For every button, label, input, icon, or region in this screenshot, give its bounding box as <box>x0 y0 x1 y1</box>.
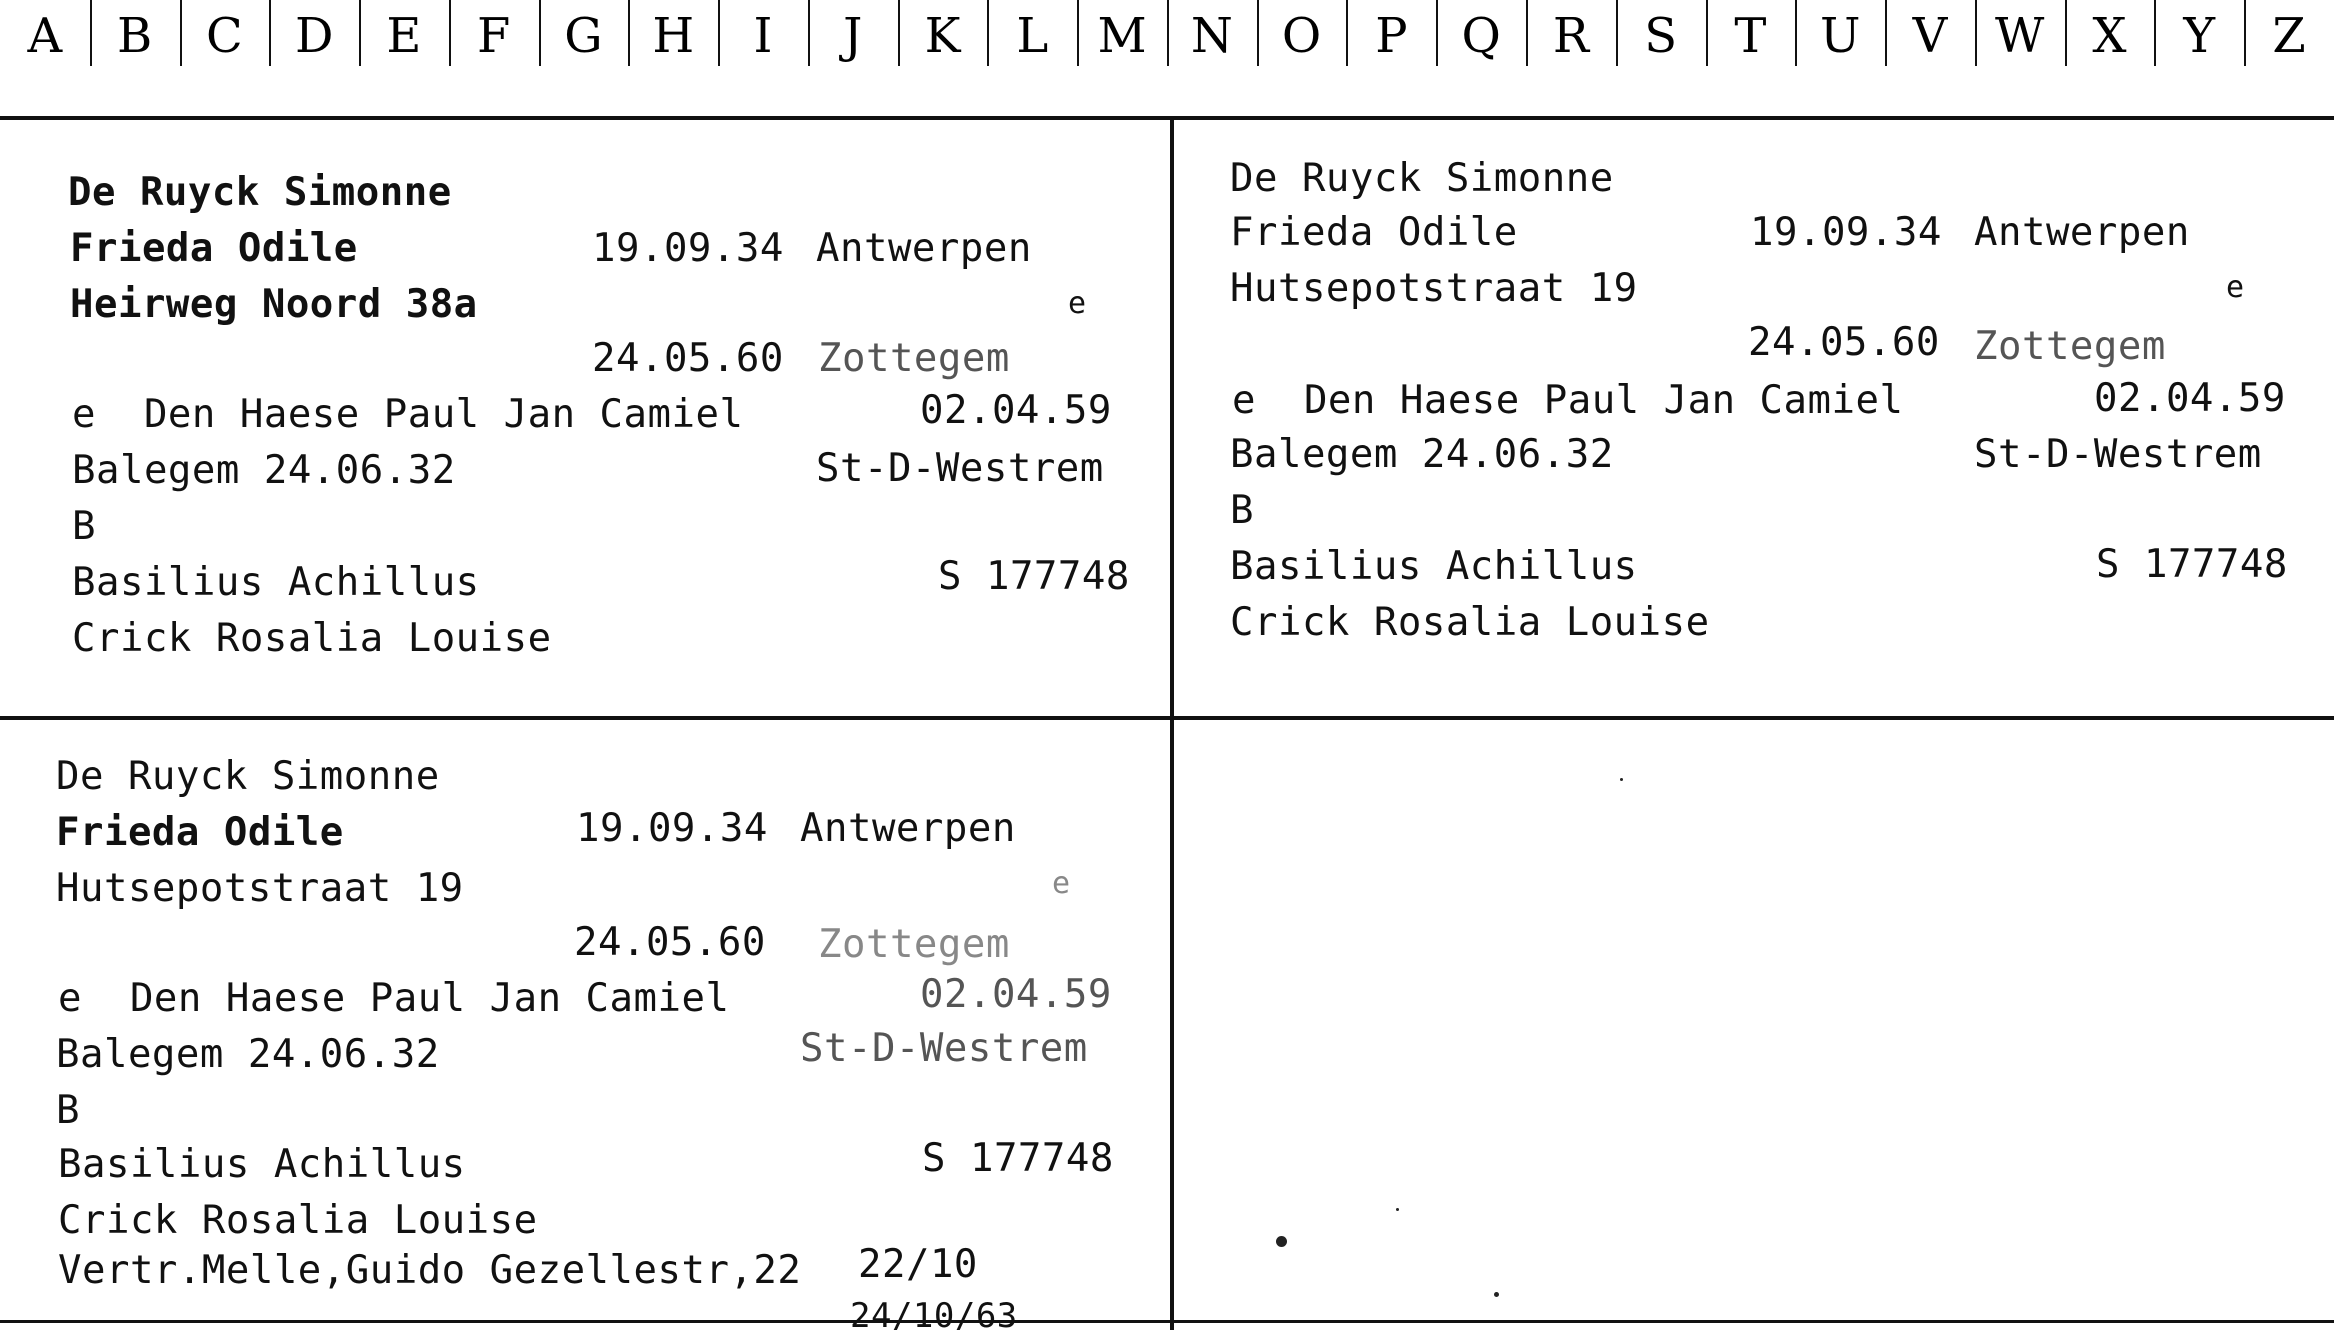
card-marriage-date: 02.04.59 <box>920 972 1112 1017</box>
card-given-names: Frieda Odile <box>1230 210 1518 255</box>
card-spouse: e Den Haese Paul Jan Camiel <box>1232 378 1904 423</box>
card-spouse-birth: Balegem 24.06.32 <box>56 1032 440 1077</box>
card-birth-place: Antwerpen <box>816 226 1032 271</box>
card-father: Basilius Achillus <box>58 1142 466 1187</box>
card-mother: Crick Rosalia Louise <box>72 616 552 661</box>
card-mother: Crick Rosalia Louise <box>58 1198 538 1243</box>
record-card-1 <box>0 120 1168 714</box>
card-father: Basilius Achillus <box>1230 544 1638 589</box>
scan-speck <box>1494 1292 1499 1297</box>
alphabet-tab-e[interactable]: E <box>359 0 449 80</box>
card-departure: Vertr.Melle,Guido Gezellestr,22 <box>58 1248 802 1293</box>
alphabet-tab-q[interactable]: Q <box>1436 0 1526 80</box>
card-birth-date: 19.09.34 <box>1750 210 1942 255</box>
card-spouse: e Den Haese Paul Jan Camiel <box>58 976 730 1021</box>
card-code: B <box>56 1088 80 1133</box>
card-code: B <box>1230 488 1254 533</box>
alphabet-tab-a[interactable]: A <box>0 0 90 80</box>
card-spouse-birth: Balegem 24.06.32 <box>1230 432 1614 477</box>
alphabet-tab-i[interactable]: I <box>718 0 808 80</box>
alphabet-tab-f[interactable]: F <box>449 0 539 80</box>
card-birth-place: Antwerpen <box>800 806 1016 851</box>
alphabet-tab-v[interactable]: V <box>1885 0 1975 80</box>
record-card-3 <box>0 720 1168 1336</box>
alphabet-tab-c[interactable]: C <box>180 0 270 80</box>
card-address: Hutsepotstraat 19 <box>1230 266 1638 311</box>
record-card-empty <box>1174 720 2334 1320</box>
alphabet-tab-d[interactable]: D <box>269 0 359 80</box>
card-marriage-place: St-D-Westrem <box>816 446 1104 491</box>
card-marriage-place: St-D-Westrem <box>1974 432 2262 477</box>
card-spouse-birth: Balegem 24.06.32 <box>72 448 456 493</box>
card-marker: e <box>2226 270 2245 305</box>
card-address: Hutsepotstraat 19 <box>56 866 464 911</box>
card-father: Basilius Achillus <box>72 560 480 605</box>
alphabet-tab-y[interactable]: Y <box>2154 0 2244 80</box>
alphabet-tab-h[interactable]: H <box>628 0 718 80</box>
alphabet-tab-n[interactable]: N <box>1167 0 1257 80</box>
scan-speck <box>1396 1208 1399 1211</box>
card-surname: De Ruyck Simonne <box>1230 156 1614 201</box>
card-marriage-date: 02.04.59 <box>2094 376 2286 421</box>
card-given-names: Frieda Odile <box>56 810 344 855</box>
alphabet-tab-k[interactable]: K <box>898 0 988 80</box>
card-given-names: Frieda Odile <box>70 226 358 271</box>
card-stamp-date: 24/10/63 <box>850 1296 1018 1336</box>
alphabet-index-strip <box>0 0 2334 80</box>
card-mother: Crick Rosalia Louise <box>1230 600 1710 645</box>
scan-speck <box>1276 1236 1287 1247</box>
alphabet-tab-j[interactable]: J <box>808 0 898 80</box>
card-move-place: Zottegem <box>818 336 1010 381</box>
card-marker: e <box>1068 286 1087 321</box>
alphabet-tab-t[interactable]: T <box>1706 0 1796 80</box>
card-marriage-date: 02.04.59 <box>920 388 1112 433</box>
card-departure-date: 22/10 <box>858 1242 978 1287</box>
card-code: B <box>72 504 96 549</box>
card-move-date: 24.05.60 <box>574 920 766 965</box>
alphabet-tab-z[interactable]: Z <box>2244 0 2334 80</box>
card-move-place: Zottegem <box>818 922 1010 967</box>
card-surname: De Ruyck Simonne <box>56 754 440 799</box>
card-surname: De Ruyck Simonne <box>68 170 452 215</box>
card-move-date: 24.05.60 <box>592 336 784 381</box>
card-register-number: S 177748 <box>938 554 1130 599</box>
card-move-date: 24.05.60 <box>1748 320 1940 365</box>
card-register-number: S 177748 <box>922 1136 1114 1181</box>
card-spouse: e Den Haese Paul Jan Camiel <box>72 392 744 437</box>
alphabet-tab-x[interactable]: X <box>2065 0 2155 80</box>
card-marriage-place: St-D-Westrem <box>800 1026 1088 1071</box>
alphabet-tab-l[interactable]: L <box>987 0 1077 80</box>
card-marker: e <box>1052 866 1071 901</box>
alphabet-tab-b[interactable]: B <box>90 0 180 80</box>
card-birth-place: Antwerpen <box>1974 210 2190 255</box>
card-register-number: S 177748 <box>2096 542 2288 587</box>
card-move-place: Zottegem <box>1974 324 2166 369</box>
alphabet-tab-p[interactable]: P <box>1346 0 1436 80</box>
alphabet-tab-m[interactable]: M <box>1077 0 1167 80</box>
scan-speck <box>1620 778 1623 781</box>
card-birth-date: 19.09.34 <box>592 226 784 271</box>
card-address: Heirweg Noord 38a <box>70 282 478 327</box>
record-card-2 <box>1174 120 2334 714</box>
alphabet-tab-s[interactable]: S <box>1616 0 1706 80</box>
card-divider-bottom <box>0 1320 2334 1323</box>
alphabet-tab-o[interactable]: O <box>1257 0 1347 80</box>
alphabet-tab-u[interactable]: U <box>1795 0 1885 80</box>
alphabet-tab-w[interactable]: W <box>1975 0 2065 80</box>
alphabet-tab-r[interactable]: R <box>1526 0 1616 80</box>
card-birth-date: 19.09.34 <box>576 806 768 851</box>
alphabet-tab-g[interactable]: G <box>539 0 629 80</box>
